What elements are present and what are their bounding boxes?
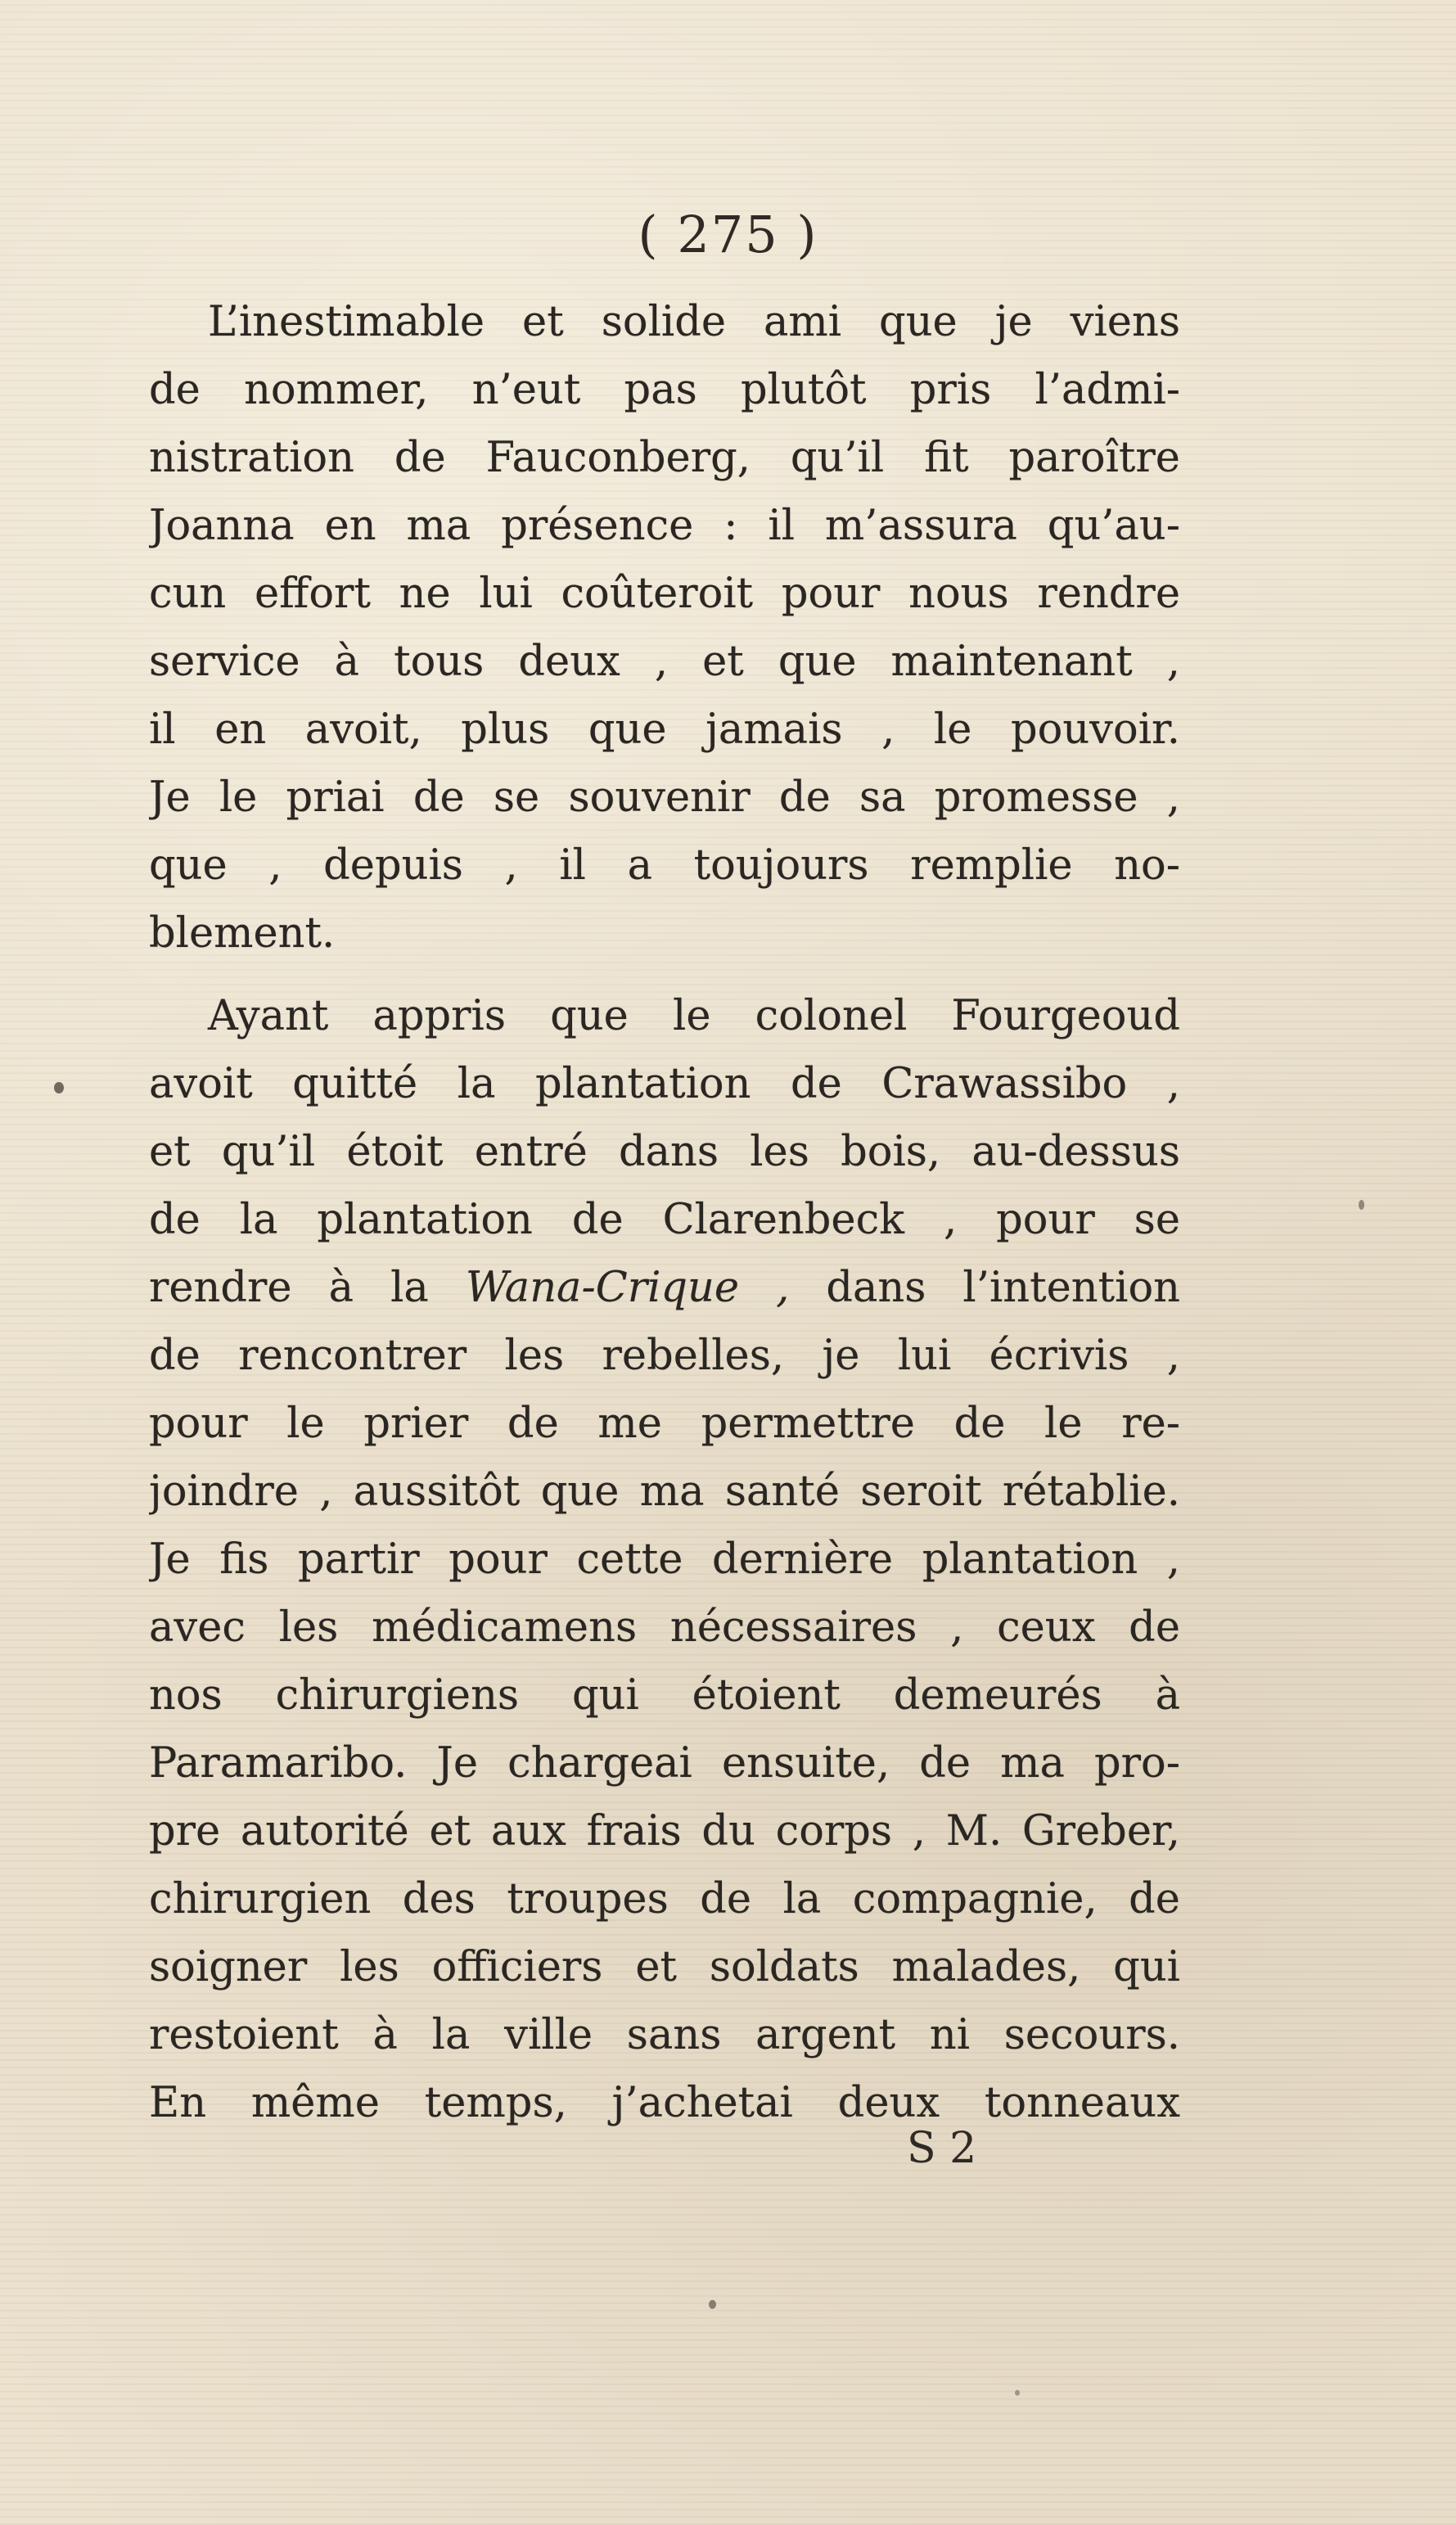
text-line: pre autorité et aux frais du corps , M. Greber,	[149, 1807, 1180, 1855]
text-line: de la plantation de Clarenbeck , pour se	[149, 1196, 1180, 1244]
text-line: que , depuis , il a toujours remplie no-	[149, 841, 1180, 890]
text-line: restoient à la ville sans argent ni secours.	[149, 2011, 1180, 2059]
paragraph-2	[149, 982, 1180, 2137]
text-line: Paramaribo. Je chargeai ensuite, de ma pro-	[149, 1739, 1180, 1788]
body-text	[149, 288, 1180, 2137]
text-line: avoit quitté la plantation de Crawassibo ,	[149, 1060, 1180, 1108]
text-line: il en avoit, plus que jamais , le pouvoir.	[149, 706, 1180, 754]
text-line: de nommer, n’eut pas plutôt pris l’admi-	[149, 366, 1180, 414]
page-number: ( 275 )	[638, 205, 818, 264]
text-line: pour le prier de me permettre de le re-	[149, 1400, 1180, 1448]
ink-speck	[709, 2300, 716, 2309]
text-line: soigner les officiers et soldats malades, qui	[149, 1943, 1180, 1991]
text-line: nos chirurgiens qui étoient demeurés à	[149, 1671, 1180, 1720]
text-line-with-italic	[149, 1254, 1180, 1322]
place-name-italic: Wana-Crique ,	[465, 1264, 790, 1312]
text-segment: dans l’intention	[789, 1264, 1180, 1312]
text-line: blement.	[149, 909, 336, 958]
text-line: joindre , aussitôt que ma santé seroit rétablie.	[149, 1468, 1180, 1516]
text-line: Joanna en ma présence : il m’assura qu’au-	[149, 502, 1180, 550]
text-line: avec les médicamens nécessaires , ceux de	[149, 1603, 1180, 1652]
ink-speck	[1359, 1200, 1364, 1210]
text-line: et qu’il étoit entré dans les bois, au-dessus	[149, 1128, 1180, 1176]
paragraph-1	[149, 288, 1180, 967]
text-line: Je fis partir pour cette dernière plantation ,	[149, 1535, 1180, 1584]
text-line: de rencontrer les rebelles, je lui écrivis ,	[149, 1332, 1180, 1380]
text-line: chirurgien des troupes de la compagnie, de	[149, 1875, 1180, 1923]
text-line: nistration de Fauconberg, qu’il fit paroître	[149, 434, 1180, 482]
text-line: cun effort ne lui coûteroit pour nous rendre	[149, 570, 1180, 618]
ink-speck	[1015, 2390, 1020, 2396]
text-segment: rendre à la	[149, 1264, 466, 1312]
text-line: Je le priai de se souvenir de sa promesse ,	[149, 773, 1180, 822]
text-line: Ayant appris que le colonel Fourgeoud	[208, 992, 1180, 1040]
text-line: L’inestimable et solide ami que je viens	[208, 298, 1180, 346]
signature-mark: S 2	[907, 2124, 977, 2173]
text-line: En même temps, j’achetai deux tonneaux	[149, 2079, 1180, 2127]
ink-speck	[54, 1082, 64, 1093]
text-line: service à tous deux , et que maintenant ,	[149, 638, 1180, 686]
